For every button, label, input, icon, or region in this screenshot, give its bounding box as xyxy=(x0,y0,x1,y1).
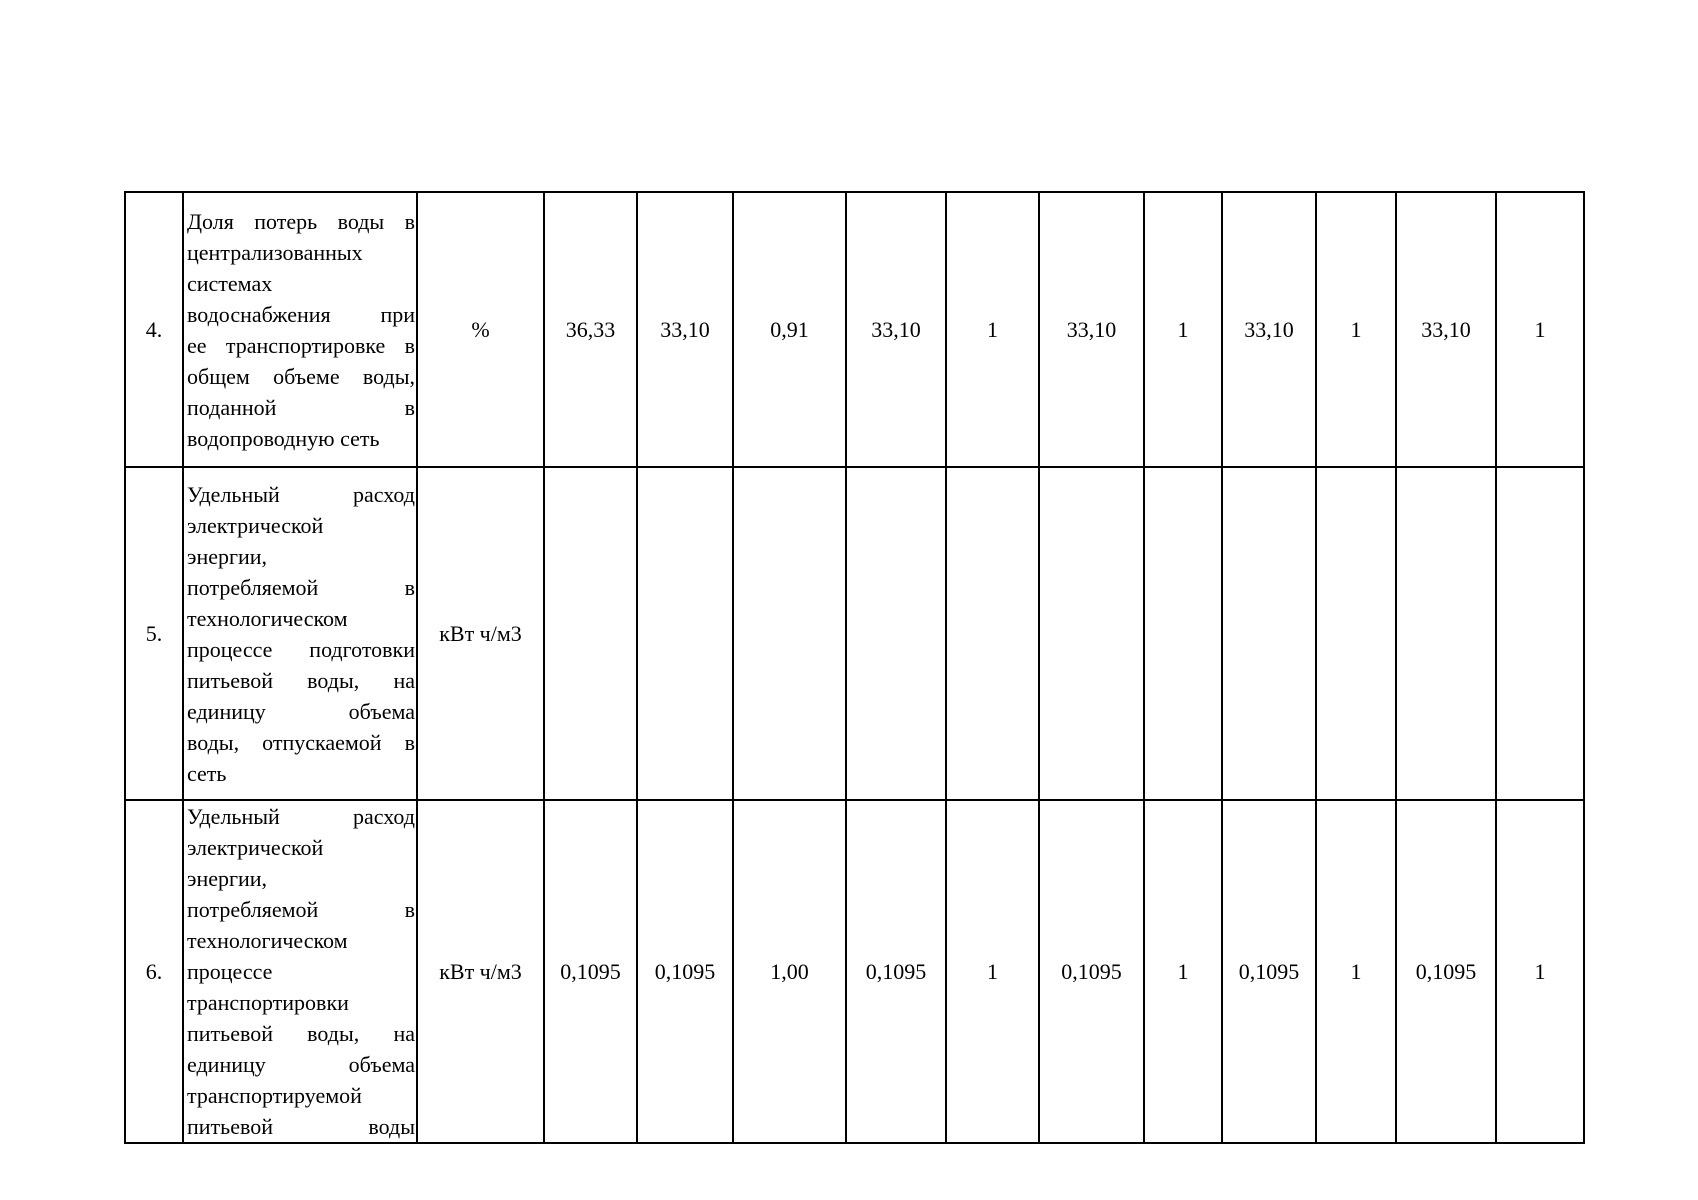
indicators-table xyxy=(124,191,1585,1144)
value-cell xyxy=(637,467,733,800)
description-line: технологическом xyxy=(187,605,348,631)
value-cell xyxy=(544,467,637,800)
indicator-description xyxy=(183,467,417,800)
description-line: воды, отпускаемой в xyxy=(187,729,415,755)
value-cell xyxy=(846,467,946,800)
table-row xyxy=(125,192,1584,467)
value-cell: 1 xyxy=(946,800,1039,1143)
table-row xyxy=(125,800,1584,1143)
value-cell: 33,10 xyxy=(846,192,946,467)
value-cell: 1 xyxy=(1144,192,1222,467)
value-cell: 33,10 xyxy=(1039,192,1144,467)
indicator-description xyxy=(183,800,417,1143)
description-line: транспортируемой xyxy=(187,1083,362,1108)
description-line: водопроводную сеть xyxy=(187,425,380,451)
value-cell xyxy=(733,467,846,800)
description-line: энергии, xyxy=(187,543,268,569)
value-cell: 1 xyxy=(946,192,1039,467)
value-cell xyxy=(1496,467,1584,800)
description-line: электрической xyxy=(187,512,324,538)
row-number: 6. xyxy=(125,800,183,1143)
value-cell: 0,1095 xyxy=(1396,800,1496,1143)
value-cell: 33,10 xyxy=(1396,192,1496,467)
description-line: электрической xyxy=(187,835,324,860)
description-line: технологическом xyxy=(187,928,348,953)
value-cell: 1,00 xyxy=(733,800,846,1143)
value-cell: 33,10 xyxy=(637,192,733,467)
value-cell: 1 xyxy=(1496,800,1584,1143)
description-line: питьевой воды, на xyxy=(187,667,415,693)
description-line: единицу объема xyxy=(187,1052,415,1077)
value-cell: 0,1095 xyxy=(637,800,733,1143)
value-cell xyxy=(1039,467,1144,800)
unit-cell: % xyxy=(417,192,544,467)
description-line: водоснабжения при xyxy=(187,301,415,327)
value-cell: 0,1095 xyxy=(846,800,946,1143)
value-cell xyxy=(946,467,1039,800)
description-line: системах xyxy=(187,270,273,296)
value-cell: 36,33 xyxy=(544,192,637,467)
description-line: питьевой воды xyxy=(187,1114,415,1139)
description-line: сеть xyxy=(187,760,227,786)
description-line: централизованных xyxy=(187,239,363,265)
description-line: питьевой воды, на xyxy=(187,1021,415,1046)
unit-cell: кВт ч/м3 xyxy=(417,800,544,1143)
value-cell: 33,10 xyxy=(1222,192,1316,467)
table-row xyxy=(125,467,1584,800)
value-cell: 1 xyxy=(1496,192,1584,467)
description-line: процессе xyxy=(187,959,273,984)
description-line: Удельный расход xyxy=(187,804,415,829)
description-line: ее транспортировке в xyxy=(187,332,415,358)
description-line: поданной в xyxy=(187,394,415,420)
description-line: потребляемой в xyxy=(187,574,415,600)
value-cell xyxy=(1396,467,1496,800)
value-cell: 0,1095 xyxy=(1039,800,1144,1143)
value-cell: 1 xyxy=(1144,800,1222,1143)
row-number: 4. xyxy=(125,192,183,467)
description-line: энергии, xyxy=(187,866,268,891)
value-cell: 0,1095 xyxy=(544,800,637,1143)
value-cell xyxy=(1316,467,1396,800)
description-line: единицу объема xyxy=(187,698,415,724)
value-cell xyxy=(1222,467,1316,800)
description-line: транспортировки xyxy=(187,990,349,1015)
row-number: 5. xyxy=(125,467,183,800)
description-line: Доля потерь воды в xyxy=(187,208,415,234)
value-cell: 0,1095 xyxy=(1222,800,1316,1143)
value-cell: 1 xyxy=(1316,192,1396,467)
value-cell: 0,91 xyxy=(733,192,846,467)
description-line: Удельный расход xyxy=(187,481,415,507)
unit-cell: кВт ч/м3 xyxy=(417,467,544,800)
description-line: процессе подготовки xyxy=(187,636,415,662)
value-cell: 1 xyxy=(1316,800,1396,1143)
description-line: потребляемой в xyxy=(187,897,415,922)
description-line: общем объеме воды, xyxy=(187,363,415,389)
value-cell xyxy=(1144,467,1222,800)
indicator-description xyxy=(183,192,417,467)
